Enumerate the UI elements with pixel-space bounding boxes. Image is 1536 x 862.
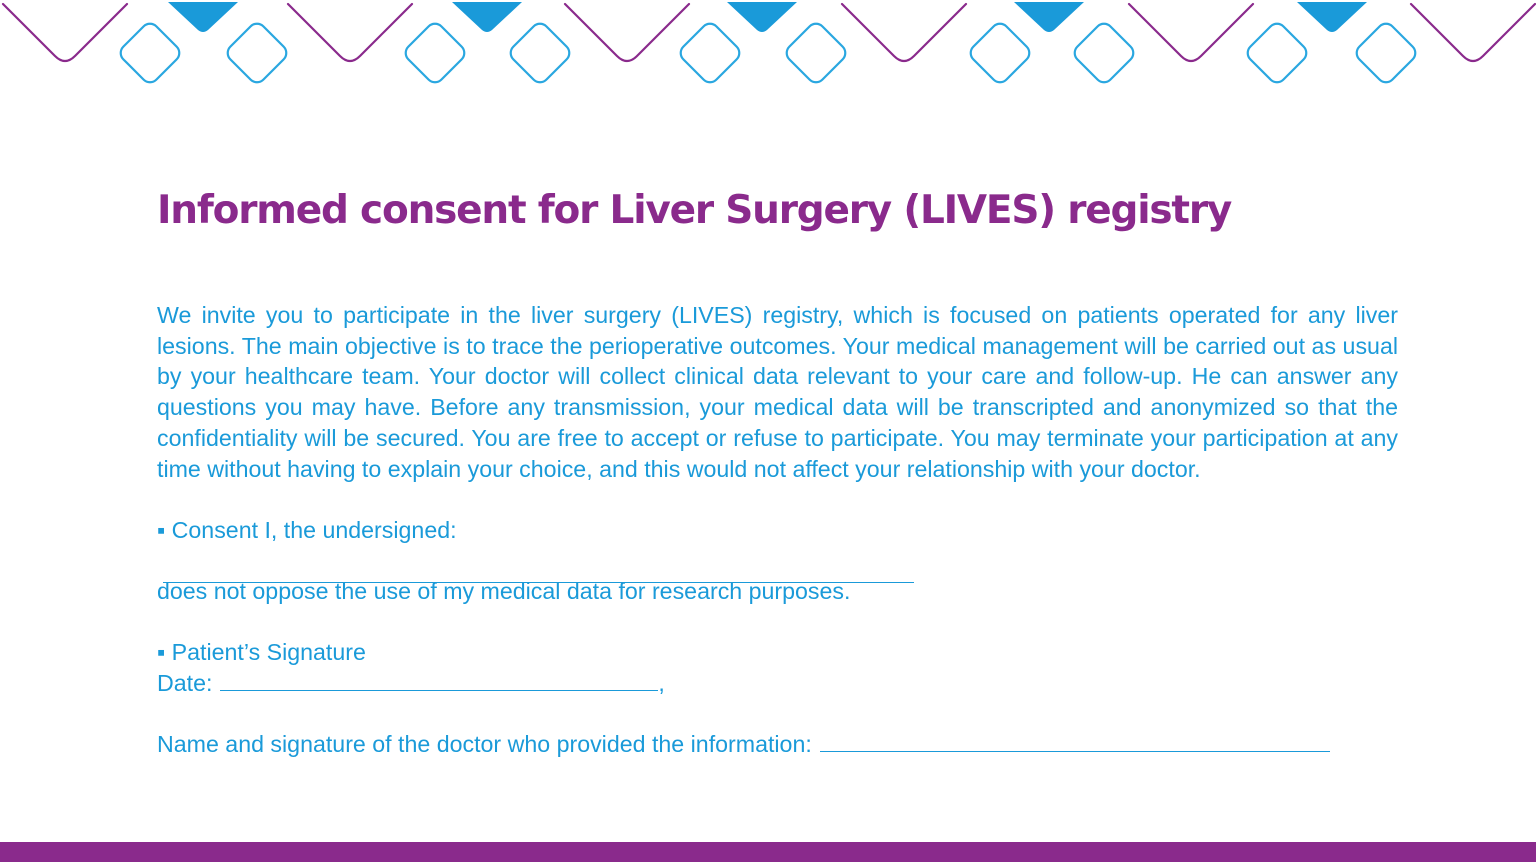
intro-paragraph: We invite you to participate in the liver surgery (LIVES) registry, which is focused on patients operated for any liver lesions. The main objective is to trace the perioperative outcomes. Your medical management will be carried out as usual by your healthcare team. Your doctor will collect clinical data relevant to your care and follow-up. He can answer any questions you may have. Before any transmission, your medical data will be transcripted and anonymized so that the confidentiality will be secured. You are free to accept or refuse to participate. You may terminate your participation at any time without having to explain your choice, and this would not affect your relationship with your doctor. <box>157 302 1398 482</box>
blue-diamond-outline-shape <box>117 20 183 86</box>
document-title: Informed consent for Liver Surgery (LIVES) registry <box>157 188 1232 233</box>
consent-statement: does not oppose the use of my medical data for research purposes. <box>157 577 851 604</box>
document-body <box>157 300 1398 760</box>
purple-chevron-shape <box>842 4 966 61</box>
consent-heading: ▪ Consent I, the undersigned: <box>157 516 457 543</box>
consent-name-row <box>157 560 1398 576</box>
purple-chevron-shape <box>1129 4 1253 61</box>
patient-signature-heading: ▪ Patient’s Signature <box>157 639 366 665</box>
footer-bar <box>0 842 1536 862</box>
blue-diamond-outline-shape <box>1353 20 1419 86</box>
blue-tab-shape <box>1297 2 1367 32</box>
date-blank[interactable] <box>220 670 658 691</box>
doctor-label: Name and signature of the doctor who provided the information: <box>157 731 812 758</box>
blue-diamond-outline-shape <box>224 20 290 86</box>
blue-diamond-outline-shape <box>507 20 573 86</box>
date-suffix: , <box>658 669 665 696</box>
purple-chevron-shape <box>1411 4 1535 61</box>
purple-chevron-shape <box>3 4 127 61</box>
doctor-row <box>157 729 1398 760</box>
blue-diamond-outline-shape <box>1244 20 1310 86</box>
blue-tab-shape <box>168 2 238 32</box>
decorative-header-pattern <box>0 0 1536 100</box>
blue-diamond-outline-shape <box>402 20 468 86</box>
blue-diamond-outline-shape <box>677 20 743 86</box>
blue-tab-shape <box>1014 2 1084 32</box>
doctor-signature-blank[interactable] <box>820 731 1330 752</box>
blue-diamond-outline-shape <box>783 20 849 86</box>
blue-tab-shape <box>452 2 522 32</box>
blue-diamond-outline-shape <box>1071 20 1137 86</box>
blue-tab-shape <box>727 2 797 32</box>
purple-chevron-shape <box>288 4 412 61</box>
purple-chevron-shape <box>565 4 689 61</box>
blue-diamond-outline-shape <box>967 20 1033 86</box>
date-row <box>157 668 1398 699</box>
date-label: Date: <box>157 669 213 696</box>
